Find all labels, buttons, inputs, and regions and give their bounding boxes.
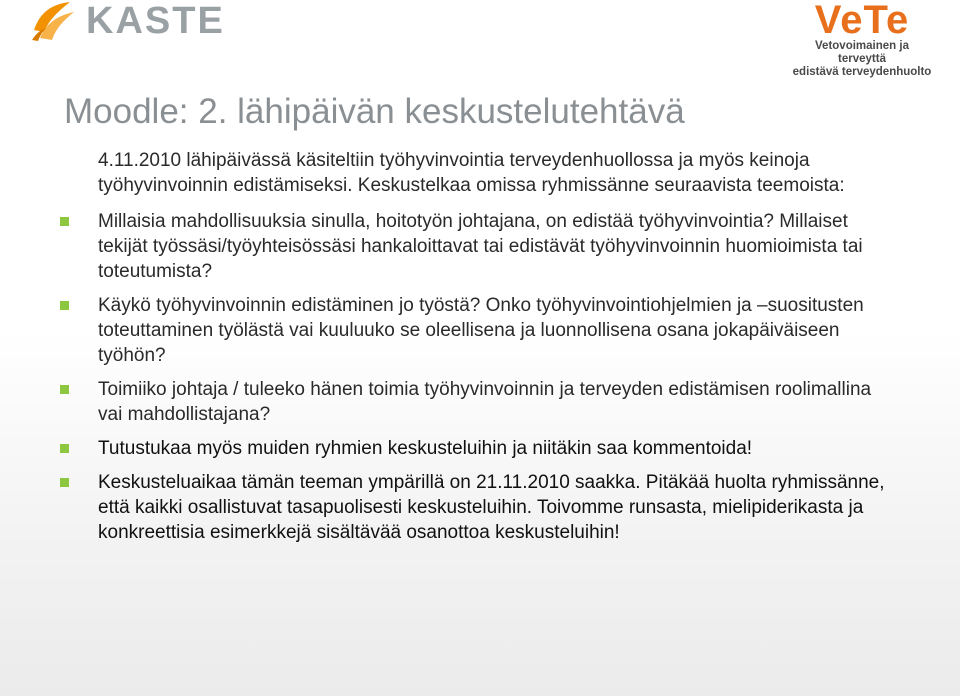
kaste-wordmark: KASTE [86, 0, 225, 42]
bullet-item [98, 293, 898, 368]
bullet-text: Millaisia mahdollisuuksia sinulla, hoitotyön johtajana, on edistää työhyvinvointia? Millaiset tekijät työssäsi/työyhteisössäsi hankaloittavat tai edistävät työhyvinvoinnin huomioimista tai toteutumista? [98, 211, 863, 282]
bullet-text: Keskusteluaikaa tämän teeman ympärillä on 21.11.2010 saakka. Pitäkää huolta ryhmissänne, että kaikki osallistuvat tasapuolisesti keskusteluihin. Toivomme runsasta, mielipiderikasta ja konkreettisia esimerkkejä sisältävää osanottoa keskusteluihin! [98, 472, 885, 543]
vete-tagline-1: Vetovoimainen ja terveyttä [815, 40, 909, 65]
bullet-text: Tutustukaa myös muiden ryhmien keskusteluihin ja niitäkin saa kommentoida! [98, 438, 753, 459]
square-bullet-icon [60, 385, 69, 394]
intro-paragraph: 4.11.2010 lähipäivässä käsiteltiin työhyvinvointia terveydenhuollossa ja myös keinoja työhyvinvoinnin edistämiseksi. Keskustelkaa omissa ryhmissänne seuraavista teemoista: [98, 150, 845, 196]
kaste-logo [30, 0, 225, 42]
square-bullet-icon [60, 301, 69, 310]
bullet-item [98, 470, 898, 545]
vete-wordmark: VeTe [814, 0, 910, 42]
bullet-item [98, 436, 898, 461]
kaste-emblem-icon [30, 0, 78, 42]
bullet-text: Käykö työhyvinvoinnin edistäminen jo työstä? Onko työhyvinvointiohjelmien ja –suositusten toteuttaminen työlästä vai kuuluuko se oleellisena ja luonnollisena osana jokapäiväiseen työhön? [98, 295, 864, 366]
square-bullet-icon [60, 478, 69, 487]
bullet-item [98, 209, 898, 284]
square-bullet-icon [60, 444, 69, 453]
bullet-item [98, 377, 898, 427]
square-bullet-icon [60, 217, 69, 226]
vete-logo [792, 0, 932, 79]
vete-tagline-2: edistävä terveydenhuolto [792, 66, 932, 78]
slide-body [98, 148, 898, 554]
bullet-text: Toimiiko johtaja / tuleeko hänen toimia työhyvinvoinnin ja terveyden edistämisen roolimallina vai mahdollistajana? [98, 379, 872, 425]
slide-title: Moodle: 2. lähipäivän keskustelutehtävä [64, 92, 685, 131]
